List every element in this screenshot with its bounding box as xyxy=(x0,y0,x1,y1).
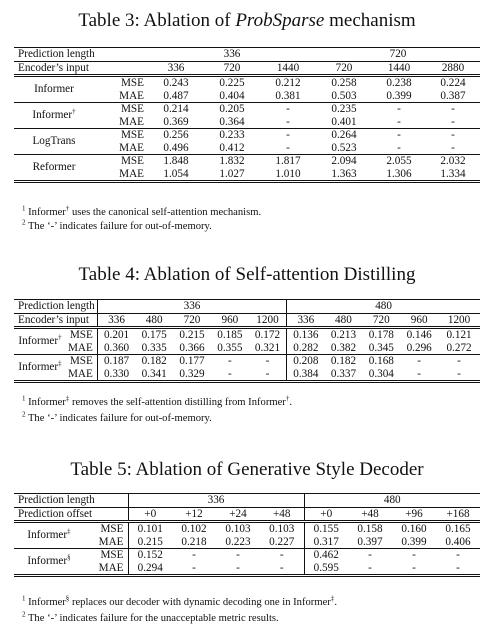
table-cell: 0.341 xyxy=(141,367,167,380)
table-cell: 0.330 xyxy=(103,367,130,380)
table-cell: - xyxy=(286,115,290,128)
bottom-rule-cell xyxy=(14,576,480,578)
table-cell: 0.523 xyxy=(331,141,357,154)
table-cell: 2.055 xyxy=(372,155,426,168)
table-cell: 0.404 xyxy=(219,89,245,102)
table4-caption: Table 4: Ablation of Self-attention Distilling xyxy=(78,264,416,285)
table-cell: - xyxy=(397,115,401,128)
table-cell: 0.503 xyxy=(331,89,357,102)
table-cell: 0.595 xyxy=(313,561,339,574)
table-cell: - xyxy=(451,115,455,128)
header-col: 960 xyxy=(400,313,438,328)
table-cell: 1.817 xyxy=(260,155,316,168)
table-cell: 0.272 xyxy=(446,341,472,354)
bottom-rule xyxy=(14,382,480,384)
table-cell: 0.360 xyxy=(103,341,130,354)
model-superscript: † xyxy=(58,333,62,342)
metric-label: MAE xyxy=(119,167,144,180)
model-label: Informer xyxy=(32,109,73,122)
table-cell: 0.355 xyxy=(217,341,243,354)
model-label: Reformer xyxy=(32,161,76,174)
table-cell: - xyxy=(260,129,316,142)
table-cell: - xyxy=(372,129,426,142)
metric-label: MAE xyxy=(66,342,97,355)
table-cell: 0.172 xyxy=(249,328,287,342)
table-cell: - xyxy=(260,549,304,562)
table-row xyxy=(14,562,480,576)
table-cell: 1.010 xyxy=(275,167,301,180)
metric-label: MAE xyxy=(119,89,144,102)
table-cell: 0.364 xyxy=(219,115,245,128)
model-label: Informer xyxy=(27,529,68,542)
table-cell: - xyxy=(400,355,438,368)
table3-footnote-2: $^2$ The ‘-’ indicates failure for out-of-memory. xyxy=(22,218,212,232)
table-cell: 0.282 xyxy=(293,341,319,354)
bottom-rule xyxy=(14,182,480,184)
model-name xyxy=(14,103,94,129)
table5-footnote-1: $^1$ Informer§ replaces our decoder with dynamic decoding one in Informer‡. xyxy=(22,594,337,608)
header-col: +0 xyxy=(128,507,172,522)
header-col: 960 xyxy=(211,313,249,328)
metric-label: MSE xyxy=(66,355,97,368)
table-cell: - xyxy=(211,355,249,368)
table-cell: 0.185 xyxy=(211,328,249,342)
table-cell: - xyxy=(249,355,287,368)
header-col: 1200 xyxy=(438,313,480,328)
table4-header-row-2 xyxy=(14,313,480,328)
table-cell: 0.223 xyxy=(225,535,251,548)
table-cell: 2.094 xyxy=(316,155,372,168)
table-cell: - xyxy=(438,355,480,368)
table-cell: 0.294 xyxy=(137,561,163,574)
table-cell: 0.152 xyxy=(128,549,172,562)
table5-header-row-1 xyxy=(14,494,480,508)
table-cell: 1.363 xyxy=(331,167,357,180)
table-cell: 0.213 xyxy=(325,328,363,342)
model-name xyxy=(14,76,94,103)
table-row xyxy=(14,342,480,355)
metric-label: MSE xyxy=(84,522,128,536)
table-cell: 0.146 xyxy=(400,328,438,342)
table-cell: 0.215 xyxy=(173,328,211,342)
header-col: 1200 xyxy=(249,313,287,328)
table-cell: 0.366 xyxy=(179,341,205,354)
bottom-rule-cell xyxy=(14,382,480,384)
table-cell: - xyxy=(368,561,372,574)
table-cell: 0.462 xyxy=(304,549,348,562)
table-cell: 0.187 xyxy=(97,355,135,368)
table-row xyxy=(14,549,480,562)
model-superscript: ‡ xyxy=(67,527,71,536)
model-name xyxy=(14,355,66,382)
table-row xyxy=(14,129,480,142)
table-cell: 0.369 xyxy=(163,115,189,128)
header-col: 720 xyxy=(316,61,372,76)
table-cell: 0.103 xyxy=(260,522,304,536)
table-cell: 1.027 xyxy=(219,167,245,180)
table3-header-row-2 xyxy=(14,61,480,76)
header-col: 480 xyxy=(135,313,173,328)
table-cell: 0.218 xyxy=(181,535,207,548)
header-col: +12 xyxy=(172,507,216,522)
table-cell: - xyxy=(348,549,392,562)
model-name xyxy=(14,549,84,576)
header-group: 336 xyxy=(128,494,304,508)
bottom-rule-cell xyxy=(14,182,480,184)
metric-label: MAE xyxy=(66,368,97,382)
table-cell: 0.208 xyxy=(287,355,325,368)
table-cell: 0.182 xyxy=(325,355,363,368)
table-cell: 0.296 xyxy=(406,341,432,354)
table-cell: 0.212 xyxy=(260,76,316,90)
table-cell: 0.401 xyxy=(331,115,357,128)
metric-label: MSE xyxy=(94,103,148,116)
model-label: LogTrans xyxy=(32,135,76,148)
model-label: Informer xyxy=(34,83,74,96)
table-row xyxy=(14,536,480,549)
table-cell: 0.329 xyxy=(179,367,205,380)
table-cell: - xyxy=(392,549,436,562)
table-cell: 0.412 xyxy=(219,141,245,154)
header-col: +48 xyxy=(348,507,392,522)
header-group: 720 xyxy=(316,48,480,62)
table-row xyxy=(14,103,480,116)
table-cell: 0.381 xyxy=(275,89,301,102)
model-name xyxy=(14,129,94,155)
header-col: 720 xyxy=(362,313,400,328)
table-cell: 0.103 xyxy=(216,522,260,536)
model-name xyxy=(14,328,66,355)
table-cell: - xyxy=(426,129,480,142)
table-cell: 0.205 xyxy=(204,103,260,116)
table4 xyxy=(14,299,480,383)
table-row xyxy=(14,522,480,536)
header-col: 336 xyxy=(287,313,325,328)
table-cell: 0.121 xyxy=(438,328,480,342)
model-name xyxy=(14,522,84,549)
table-cell: 0.235 xyxy=(316,103,372,116)
metric-label: MAE xyxy=(119,115,144,128)
table-cell: 0.101 xyxy=(128,522,172,536)
header-col: +96 xyxy=(392,507,436,522)
model-superscript: ‡ xyxy=(58,359,62,368)
table-cell: 0.233 xyxy=(204,129,260,142)
table-cell: - xyxy=(412,561,416,574)
metric-label: MSE xyxy=(94,155,148,168)
header-col: +0 xyxy=(304,507,348,522)
table-cell: 0.177 xyxy=(173,355,211,368)
table-cell: 0.345 xyxy=(368,341,394,354)
table-cell: - xyxy=(192,561,196,574)
bottom-rule xyxy=(14,576,480,578)
table-cell: 0.243 xyxy=(148,76,204,90)
header-col: 1440 xyxy=(260,61,316,76)
table-row xyxy=(14,76,480,90)
table-cell: - xyxy=(216,549,260,562)
header-group: 480 xyxy=(304,494,480,508)
table-cell: 1.832 xyxy=(204,155,260,168)
table-cell: - xyxy=(417,367,422,380)
table-cell: - xyxy=(456,561,460,574)
table-cell: 2.032 xyxy=(426,155,480,168)
table-cell: 0.225 xyxy=(204,76,260,90)
metric-label: MSE xyxy=(84,549,128,562)
metric-label: MSE xyxy=(94,129,148,142)
header-col: 336 xyxy=(148,61,204,76)
table-cell: 0.399 xyxy=(386,89,412,102)
table5-header-row-2 xyxy=(14,507,480,522)
table-cell: 0.264 xyxy=(316,129,372,142)
header-col: +48 xyxy=(260,507,304,522)
table-cell: 0.399 xyxy=(401,535,427,548)
table-cell: 0.102 xyxy=(172,522,216,536)
table-cell: 0.214 xyxy=(148,103,204,116)
table-cell: - xyxy=(426,103,480,116)
table-cell: 0.215 xyxy=(137,535,163,548)
metric-label: MAE xyxy=(119,141,144,154)
header-col: +24 xyxy=(216,507,260,522)
table5 xyxy=(14,493,480,577)
table-cell: 0.165 xyxy=(436,522,480,536)
table-cell: - xyxy=(260,562,304,576)
model-name xyxy=(14,155,94,182)
header-col: 1440 xyxy=(372,61,426,76)
table3-caption: Table 3: Ablation of ProbSparse mechanism xyxy=(78,10,416,31)
table-row xyxy=(14,368,480,382)
table5-footnote-2: $^2$ The ‘-’ indicates failure for the unacceptable metric results. xyxy=(22,610,279,624)
header-prediction-length: Prediction length xyxy=(14,48,148,62)
table4-footnote-1: $^1$ Informer‡ removes the self-attention distilling from Informer†. xyxy=(22,394,292,408)
table-cell: 0.160 xyxy=(392,522,436,536)
table-cell: - xyxy=(286,141,290,154)
header-group: 336 xyxy=(97,300,286,314)
table-cell: - xyxy=(172,549,216,562)
header-col: 480 xyxy=(325,313,363,328)
table-cell: 0.136 xyxy=(287,328,325,342)
header-group: 480 xyxy=(287,300,480,314)
table-cell: 0.321 xyxy=(249,342,287,355)
table-cell: 1.848 xyxy=(148,155,204,168)
table-row xyxy=(14,328,480,342)
table-cell: 0.487 xyxy=(163,89,189,102)
metric-label: MSE xyxy=(94,76,148,90)
header-col: 720 xyxy=(204,61,260,76)
table-cell: - xyxy=(372,103,426,116)
table-cell: 1.054 xyxy=(163,167,189,180)
header-col: 720 xyxy=(173,313,211,328)
header-col: 336 xyxy=(97,313,135,328)
table-cell: 0.182 xyxy=(135,355,173,368)
header-encoder-input: Encoder’s input xyxy=(14,313,97,328)
model-label: Informer xyxy=(18,361,59,374)
table-cell: 0.335 xyxy=(141,341,167,354)
table4-footnote-2: $^2$ The ‘-’ indicates failure for out-of-memory. xyxy=(22,410,212,424)
table-cell: 0.496 xyxy=(163,141,189,154)
header-col: 2880 xyxy=(426,61,480,76)
model-superscript: § xyxy=(67,553,71,562)
table-cell: 1.306 xyxy=(386,167,412,180)
header-encoder-input: Encoder’s input xyxy=(14,61,148,76)
table-cell: 0.155 xyxy=(304,522,348,536)
table-cell: 0.168 xyxy=(362,355,400,368)
model-superscript: † xyxy=(72,107,76,116)
table-cell: - xyxy=(228,367,232,380)
table-cell: 0.258 xyxy=(316,76,372,90)
table-cell: - xyxy=(260,103,316,116)
table-cell: - xyxy=(236,561,240,574)
table-row xyxy=(14,355,480,368)
table-cell: - xyxy=(451,141,455,154)
table-cell: 0.238 xyxy=(372,76,426,90)
table-cell: 0.224 xyxy=(426,76,480,90)
table-cell: 0.178 xyxy=(362,328,400,342)
table-cell: 0.256 xyxy=(148,129,204,142)
table5-caption: Table 5: Ablation of Generative Style Decoder xyxy=(70,459,424,480)
table-row xyxy=(14,155,480,168)
table-cell: 1.334 xyxy=(440,167,466,180)
table-cell: - xyxy=(249,368,287,382)
table-cell: 0.175 xyxy=(135,328,173,342)
header-prediction-length: Prediction length xyxy=(14,494,128,508)
header-prediction-offset: Prediction offset xyxy=(14,507,128,522)
table-cell: 0.317 xyxy=(313,535,339,548)
table-cell: 0.384 xyxy=(293,367,319,380)
table3-header-row-1 xyxy=(14,48,480,62)
table-cell: - xyxy=(457,367,461,380)
table-cell: - xyxy=(397,141,401,154)
table-cell: 0.406 xyxy=(445,535,471,548)
table-cell: 0.158 xyxy=(348,522,392,536)
table-cell: 0.382 xyxy=(330,341,357,354)
model-label: Informer xyxy=(27,555,68,568)
table-cell: 0.304 xyxy=(368,367,394,380)
table4-header-row-1 xyxy=(14,300,480,314)
table-cell: 0.201 xyxy=(97,328,135,342)
table3-footnote-1: $^1$ Informer† uses the canonical self-attention mechanism. xyxy=(22,204,262,218)
table3 xyxy=(14,47,480,183)
table-cell: 0.387 xyxy=(440,89,466,102)
header-group: 336 xyxy=(148,48,316,62)
table-cell: 0.337 xyxy=(330,367,357,380)
metric-label: MSE xyxy=(66,328,97,342)
header-prediction-length: Prediction length xyxy=(14,300,97,314)
metric-label: MAE xyxy=(84,536,128,549)
table-cell: 0.397 xyxy=(357,535,383,548)
table-cell: 0.227 xyxy=(260,536,304,549)
model-label: Informer xyxy=(18,335,59,348)
header-col: +168 xyxy=(436,507,480,522)
table-cell: - xyxy=(436,549,480,562)
metric-label: MAE xyxy=(84,562,128,576)
